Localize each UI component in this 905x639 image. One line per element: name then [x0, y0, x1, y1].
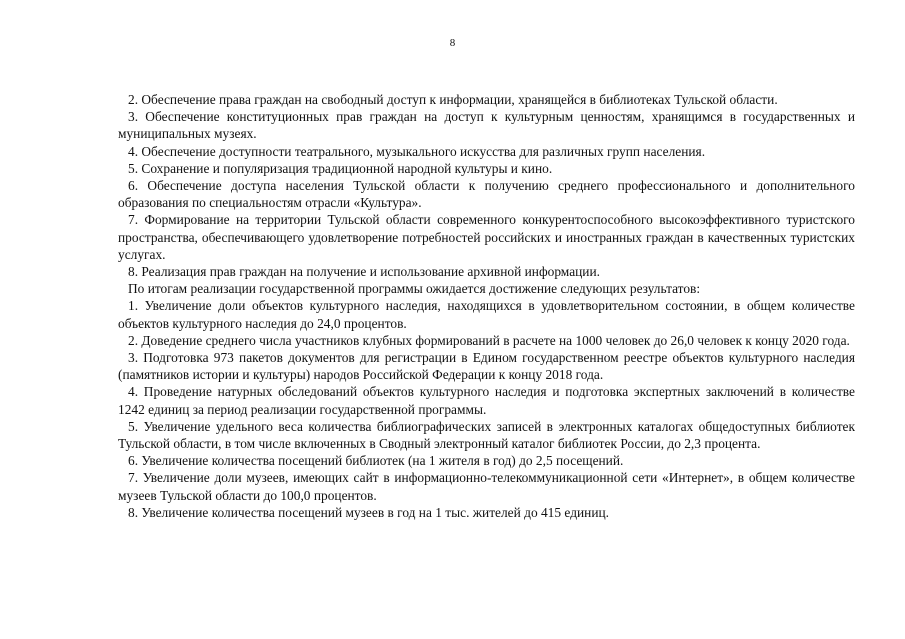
paragraph-goal-8-archives: 8. Реализация прав граждан на получение и использование архивной информации.	[128, 264, 600, 280]
paragraph-result-8-museum-visits: 8. Увеличение количества посещений музеев в год на 1 тыс. жителей до 415 единиц.	[128, 504, 610, 520]
paragraph-result-2-club-participants: 2. Доведение среднего числа участников клубных формирований в расчете на 1000 человек до 26,0 человек к концу 2020 года.	[128, 332, 850, 348]
paragraph-goal-7-tourism: 7. Формирование на территории Тульской области современного конкурентоспособного высокоэффективного туристского пространства, обеспечивающего удовлетворение потребностей российских и иностранных граждан в качественных туристских услугах.	[118, 212, 855, 262]
document-body	[118, 91, 855, 521]
paragraph-goal-3-museums: 3. Обеспечение конституционных прав граждан на доступ к культурным ценностям, хранящимся в государственных и муниципальных музеях.	[118, 109, 855, 142]
paragraph-result-3-registry-packages: 3. Подготовка 973 пакетов документов для регистрации в Едином государственном реестре объектов культурного наследия (памятников истории и культуры) народов Российской Федерации к концу 2018 года.	[118, 350, 855, 383]
paragraph-result-4-surveys: 4. Проведение натурных обследований объектов культурного наследия и подготовка экспертных заключений в количестве 1242 единиц за период реализации государственной программы.	[118, 384, 855, 417]
page-number: 8	[449, 37, 456, 49]
paragraph-goal-2-libraries: 2. Обеспечение права граждан на свободный доступ к информации, хранящейся в библиотеках Тульской области.	[128, 92, 778, 107]
paragraph-goal-4-theatre-music: 4. Обеспечение доступности театрального, музыкального искусства для различных групп населения.	[128, 143, 706, 159]
paragraph-result-5-catalog-records: 5. Увеличение удельного веса количества библиографических записей в электронных каталогах общедоступных библиотек Тульской области, в том числе включенных в Сводный электронный каталог библиотек России, до 2,3 процента.	[118, 418, 855, 452]
paragraph-results-intro: По итогам реализации государственной программы ожидается достижение следующих результатов:	[128, 281, 701, 297]
paragraph-result-6-library-visits: 6. Увеличение количества посещений библиотек (на 1 жителя в год) до 2,5 посещений.	[128, 453, 624, 469]
paragraph-goal-5-folk-culture: 5. Сохранение и популяризация традиционной народной культуры и кино.	[128, 160, 553, 176]
paragraph-goal-6-education: 6. Обеспечение доступа населения Тульской области к получению среднего профессионального и дополнительного образования по специальностям отрасли «Культура».	[118, 178, 855, 211]
paragraph-result-7-museum-websites: 7. Увеличение доли музеев, имеющих сайт в информационно-телекоммуникационной сети «Интернет», в общем количестве музеев Тульской области до 100,0 процентов.	[118, 470, 855, 503]
paragraph-result-1-heritage-share: 1. Увеличение доли объектов культурного наследия, находящихся в удовлетворительном состоянии, в общем количестве объектов культурного наследия до 24,0 процентов.	[118, 298, 855, 331]
